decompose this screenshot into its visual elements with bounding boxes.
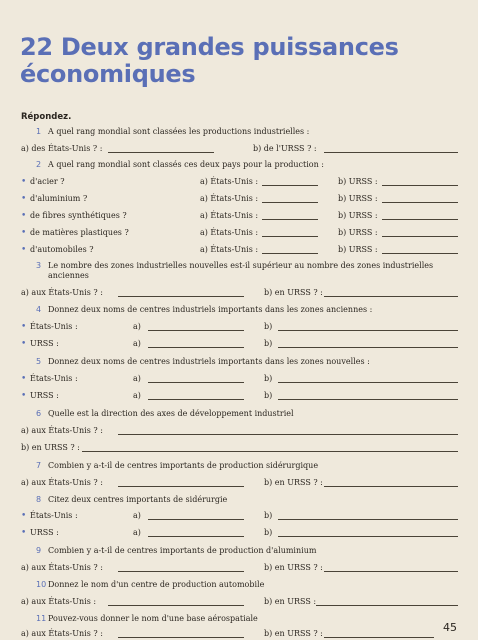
label-aux-usa: a) aux États-Unis : bbox=[21, 597, 97, 606]
answer-field[interactable] bbox=[262, 219, 318, 220]
answer-field[interactable] bbox=[382, 253, 458, 254]
question-7 bbox=[36, 461, 458, 471]
country-label: • États-Unis : bbox=[30, 374, 78, 384]
question-6 bbox=[36, 409, 458, 419]
answer-field[interactable] bbox=[118, 571, 244, 572]
label-b-urss: b) URSS : bbox=[338, 211, 378, 220]
question-11 bbox=[36, 614, 458, 624]
question-text: A quel rang mondial sont classés ces deux pays pour la production : bbox=[48, 160, 324, 169]
question-text: Citez deux centres importants de sidérurgie bbox=[48, 495, 228, 504]
question-number: 8 bbox=[36, 495, 42, 504]
label-en-urss: b) en URSS ? : bbox=[264, 478, 323, 487]
label-aux-usa: a) aux États-Unis ? : bbox=[21, 426, 103, 435]
answer-field[interactable] bbox=[148, 347, 244, 348]
label-b: b) bbox=[264, 374, 273, 383]
label-b-urss: b) URSS : bbox=[338, 245, 378, 254]
question-text: Combien y a-t-il de centres importants de production d'aluminium bbox=[48, 546, 317, 555]
answer-field[interactable] bbox=[148, 536, 244, 537]
question-text: A quel rang mondial sont classées les productions industrielles : bbox=[48, 127, 310, 136]
answer-field[interactable] bbox=[382, 185, 458, 186]
label-en-urss: b) en URSS ? : bbox=[264, 629, 323, 638]
label-a-usa: a) États-Unis : bbox=[200, 228, 259, 237]
label-aux-usa: a) aux États-Unis ? : bbox=[21, 563, 103, 572]
country-label: • États-Unis : bbox=[30, 511, 78, 521]
answer-field[interactable] bbox=[108, 605, 244, 606]
question-2 bbox=[36, 160, 458, 170]
question-5 bbox=[36, 357, 458, 367]
answer-field[interactable] bbox=[148, 382, 244, 383]
answer-field[interactable] bbox=[148, 399, 244, 400]
answer-field[interactable] bbox=[82, 451, 458, 452]
question-text: Donnez le nom d'un centre de production automobile bbox=[48, 580, 265, 589]
answer-field[interactable] bbox=[324, 637, 434, 638]
answer-field[interactable] bbox=[108, 152, 214, 153]
answer-field[interactable] bbox=[324, 486, 458, 487]
label-aux-usa: a) aux États-Unis ? : bbox=[21, 629, 103, 638]
label-a-usa: a) États-Unis : bbox=[200, 177, 259, 186]
answer-field[interactable] bbox=[118, 296, 244, 297]
page-number: 45 bbox=[443, 621, 457, 634]
label-b: b) bbox=[264, 339, 273, 348]
answer-field[interactable] bbox=[316, 605, 458, 606]
question-number: 3 bbox=[36, 261, 42, 270]
question-3 bbox=[36, 261, 458, 281]
label-b: b) bbox=[264, 528, 273, 537]
question-4 bbox=[36, 305, 458, 315]
question-number: 5 bbox=[36, 357, 42, 366]
label-b-urss: b) URSS : bbox=[338, 194, 378, 203]
answer-field[interactable] bbox=[118, 434, 458, 435]
answer-field[interactable] bbox=[278, 347, 458, 348]
country-label: • URSS : bbox=[30, 528, 59, 538]
label-b-urss: b) URSS : bbox=[338, 177, 378, 186]
question-text: Le nombre des zones industrielles nouvelles est-il supérieur au nombre des zones industrielles anciennes bbox=[48, 261, 434, 280]
answer-field[interactable] bbox=[278, 382, 458, 383]
label-b-urss: b) URSS : bbox=[338, 228, 378, 237]
label-aux-usa: a) aux États-Unis ? : bbox=[21, 478, 103, 487]
country-label: • URSS : bbox=[30, 339, 59, 349]
label-a-usa: a) États-Unis : bbox=[200, 211, 259, 220]
answer-field[interactable] bbox=[118, 486, 244, 487]
answer-field[interactable] bbox=[262, 185, 318, 186]
question-number: 1 bbox=[36, 127, 42, 136]
label-en-urss: b) en URSS : bbox=[264, 597, 317, 606]
answer-field[interactable] bbox=[148, 519, 244, 520]
label-b: b) bbox=[264, 511, 273, 520]
answer-field[interactable] bbox=[324, 571, 458, 572]
question-1 bbox=[36, 127, 458, 137]
product-item: • d'acier ? bbox=[30, 177, 65, 187]
product-item: • d'automobiles ? bbox=[30, 245, 94, 255]
label-b-urss: b) de l'URSS ? : bbox=[253, 144, 317, 153]
answer-field[interactable] bbox=[262, 253, 318, 254]
question-number: 7 bbox=[36, 461, 42, 470]
country-label: • États-Unis : bbox=[30, 322, 78, 332]
question-number: 11 bbox=[36, 614, 47, 623]
question-number: 2 bbox=[36, 160, 42, 169]
instruction: Répondez. bbox=[21, 112, 72, 122]
answer-field[interactable] bbox=[278, 330, 458, 331]
label-b: b) bbox=[264, 391, 273, 400]
question-text: Quelle est la direction des axes de développement industriel bbox=[48, 409, 294, 418]
label-en-urss: b) en URSS ? : bbox=[264, 563, 323, 572]
answer-field[interactable] bbox=[118, 637, 244, 638]
question-text: Donnez deux noms de centres industriels importants dans les zones nouvelles : bbox=[48, 357, 370, 366]
label-a: a) bbox=[133, 339, 141, 348]
label-a: a) bbox=[133, 391, 141, 400]
answer-field[interactable] bbox=[382, 202, 458, 203]
answer-field[interactable] bbox=[278, 399, 458, 400]
answer-field[interactable] bbox=[382, 236, 458, 237]
question-text: Pouvez-vous donner le nom d'une base aérospatiale bbox=[48, 614, 258, 623]
label-a: a) bbox=[133, 374, 141, 383]
answer-field[interactable] bbox=[382, 219, 458, 220]
page-title bbox=[20, 34, 399, 88]
question-9 bbox=[36, 546, 458, 556]
title-line-2: économiques bbox=[20, 60, 196, 88]
answer-field[interactable] bbox=[278, 519, 458, 520]
product-item: • de fibres synthétiques ? bbox=[30, 211, 127, 221]
question-text: Donnez deux noms de centres industriels importants dans les zones anciennes : bbox=[48, 305, 373, 314]
question-number: 10 bbox=[36, 580, 47, 589]
product-item: • de matières plastiques ? bbox=[30, 228, 129, 238]
country-label: • URSS : bbox=[30, 391, 59, 401]
product-item: • d'aluminium ? bbox=[30, 194, 87, 204]
answer-field[interactable] bbox=[262, 236, 318, 237]
label-b: b) bbox=[264, 322, 273, 331]
question-10 bbox=[36, 580, 458, 590]
answer-field[interactable] bbox=[148, 330, 244, 331]
label-en-urss: b) en URSS ? : bbox=[21, 443, 80, 452]
label-aux-usa: a) aux États-Unis ? : bbox=[21, 288, 103, 297]
answer-field[interactable] bbox=[324, 152, 458, 153]
label-a: a) bbox=[133, 322, 141, 331]
question-number: 9 bbox=[36, 546, 42, 555]
question-number: 6 bbox=[36, 409, 42, 418]
label-a: a) bbox=[133, 511, 141, 520]
title-line-1: 22 Deux grandes puissances bbox=[20, 33, 399, 61]
answer-field[interactable] bbox=[278, 536, 458, 537]
answer-field[interactable] bbox=[262, 202, 318, 203]
question-8 bbox=[36, 495, 458, 505]
label-a: a) bbox=[133, 528, 141, 537]
label-a-usa: a) États-Unis : bbox=[200, 245, 259, 254]
answer-field[interactable] bbox=[324, 296, 458, 297]
label-a-usa: a) des États-Unis ? : bbox=[21, 144, 103, 153]
question-number: 4 bbox=[36, 305, 42, 314]
label-en-urss: b) en URSS ? : bbox=[264, 288, 323, 297]
label-a-usa: a) États-Unis : bbox=[200, 194, 259, 203]
question-text: Combien y a-t-il de centres importants de production sidérurgique bbox=[48, 461, 319, 470]
